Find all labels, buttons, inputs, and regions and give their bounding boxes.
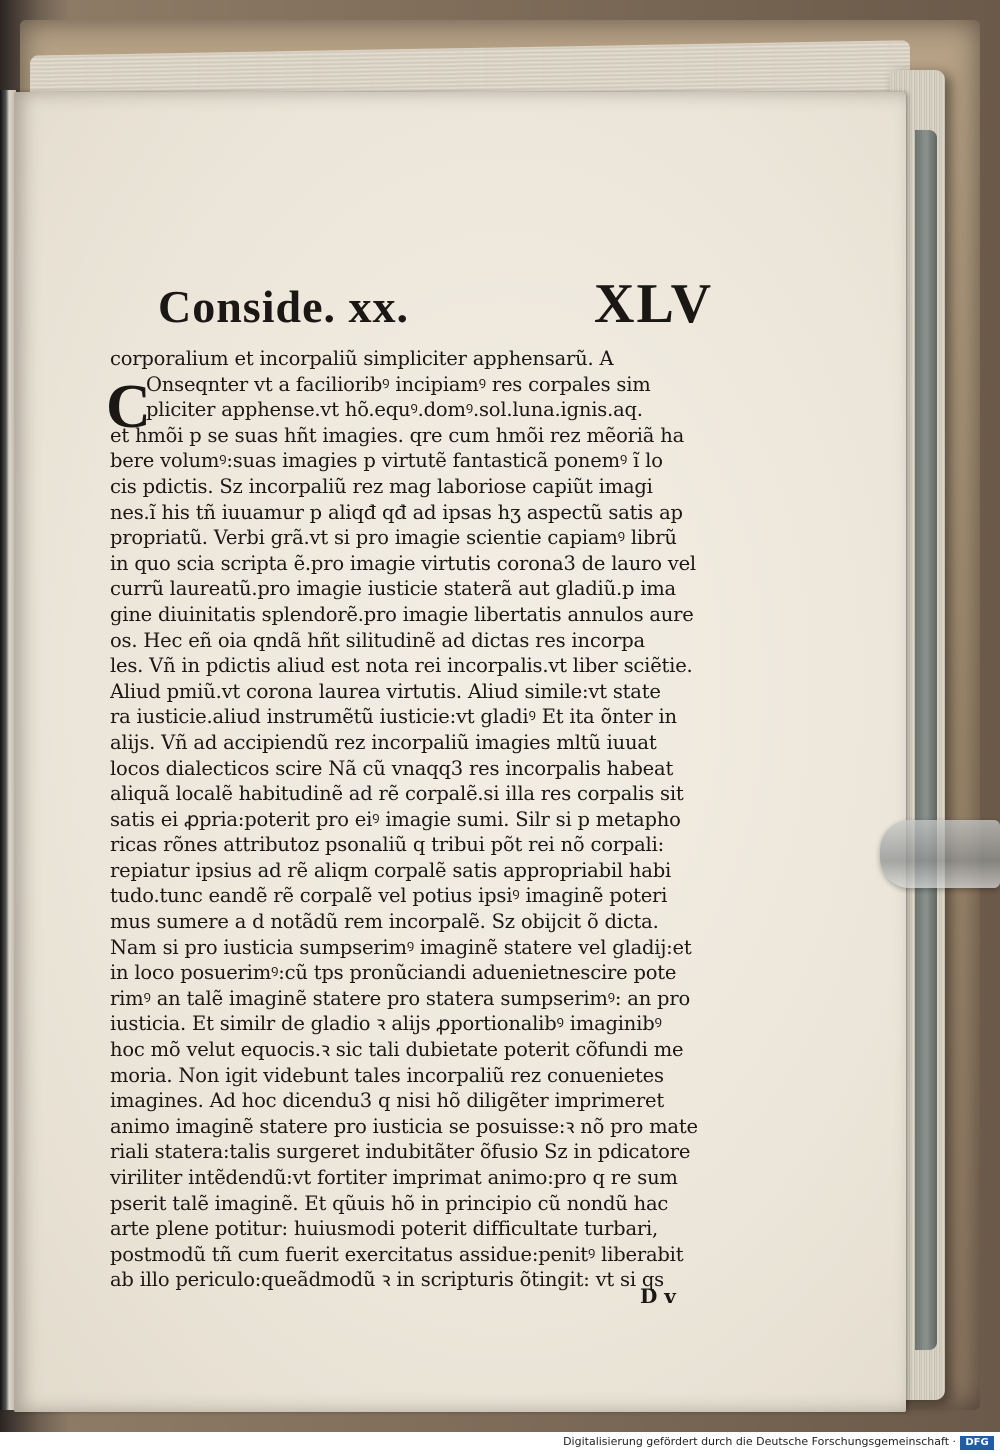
text-line: arte plene potitur: huiusmodi poterit difficultate turbari, xyxy=(110,1217,659,1241)
digitization-footer xyxy=(0,1432,1000,1454)
text-line: iusticia. Et similr de gladio ꝛ alijs ꝓportionalibꝰ imaginibꝰ xyxy=(110,1012,662,1036)
text-line: bere volumꝰ:suas imagies p virtutẽ fantasticã ponemꝰ ĩ lo xyxy=(110,449,663,473)
text-line: ab illo periculo:queãdmodũ ꝛ in scripturis õtingit: vt si qs xyxy=(110,1268,664,1292)
text-line: currũ laureatũ.pro imagie iusticie staterã aut gladiũ.p ima xyxy=(110,577,676,601)
text-line: Nam si pro iusticia sumpserimꝰ imaginẽ statere vel gladij:et xyxy=(110,935,692,959)
text-line: nes.ĩ his tñ iuuamur p aliqđ qđ ad ipsas hʒ aspectũ satis ap xyxy=(110,500,683,524)
text-line: pserit talẽ imaginẽ. Et qũuis hõ in principio cũ nondũ hac xyxy=(110,1191,669,1215)
text-line: locos dialecticos scire Nã cũ vnaqq3 res incorpalis habeat xyxy=(110,756,674,780)
text-line: propriatũ. Verbi grã.vt si pro imagie scientie capiamꝰ librũ xyxy=(110,526,677,550)
text-line: viriliter intẽdendũ:vt fortiter imprimat animo:pro q re sum xyxy=(110,1166,678,1189)
printed-page xyxy=(14,92,906,1412)
text-line: moria. Non igit videbunt tales incorpaliũ rez conuenietes xyxy=(110,1063,664,1087)
page-header xyxy=(110,273,750,346)
text-line: imagines. Ad hoc dicendu3 q nisi hõ diligẽter imprimeret xyxy=(110,1089,664,1113)
footer-credit: Digitalisierung gefördert durch die Deutsche Forschungsgemeinschaft · xyxy=(563,1435,956,1448)
text-line: riali statera:talis surgeret indubitãter õfusio Sz in pdicatore xyxy=(110,1140,691,1164)
metal-clasp xyxy=(880,820,1000,888)
text-line: os. Hec eñ oia qndã hñt silitudinẽ ad dictas res incorpa xyxy=(110,628,645,652)
running-title: Conside. xx. xyxy=(158,281,409,332)
text-line: Aliud pmiũ.vt corona laurea virtutis. Aliud simile:vt state xyxy=(110,679,661,703)
signature-mark: D v xyxy=(640,1284,676,1308)
text-line: in loco posuerimꝰ:cũ tps pronũciandi aduenietnescire pote xyxy=(110,961,677,985)
folio-number: XLV xyxy=(594,273,714,335)
body-text xyxy=(110,346,750,1293)
text-block xyxy=(106,273,750,1308)
text-line: et hmõi p se suas hñt imagies. qre cum hmõi rez mẽoriã ha xyxy=(110,423,685,447)
text-line: satis ei ꝓpria:poterit pro eiꝰ imagie sumi. Silr si p metapho xyxy=(110,807,681,831)
text-line: Onseqnter vt a facilioribꝰ incipiamꝰ res corpales sim xyxy=(146,372,651,396)
text-line: rimꝰ an talẽ imaginẽ statere pro statera sumpserimꝰ: an pro xyxy=(110,986,691,1010)
dfg-logo: DFG xyxy=(960,1436,994,1450)
text-line: in quo scia scripta ẽ.pro imagie virtutis corona3 de lauro vel xyxy=(110,551,696,575)
text-line: alijs. Vñ ad accipiendũ rez incorpaliũ imagies mltũ iuuat xyxy=(110,730,657,754)
text-line: repiatur ipsius ad rẽ aliqm corpalẽ satis appropriabil habi xyxy=(110,858,672,882)
text-line: cis pdictis. Sz incorpaliũ rez mag laboriose capiũt imagi xyxy=(110,474,653,498)
text-line: pliciter apphense.vt hõ.equꝰ.domꝰ.sol.luna.ignis.aq. xyxy=(146,398,643,422)
text-line: gine diuinitatis splendorẽ.pro imagie libertatis annulos aure xyxy=(110,602,694,626)
text-line: aliquã localẽ habitudinẽ ad rẽ corpalẽ.si illa res corpalis sit xyxy=(110,782,684,806)
text-line: ricas rõnes attributoz psonaliũ q tribui põt rei nõ corpali: xyxy=(110,833,665,857)
text-line: corporalium et incorpaliũ simpliciter apphensarũ. A xyxy=(110,347,614,370)
page-edge-shadow xyxy=(915,130,937,1350)
text-line: tudo.tunc eandẽ rẽ corpalẽ vel potius ipsiꝰ imaginẽ poteri xyxy=(110,884,668,908)
text-line: hoc mõ velut equocis.ꝛ sic tali dubietate poterit cõfundi me xyxy=(110,1038,684,1062)
initial-capital: C xyxy=(106,373,151,441)
text-line: les. Vñ in pdictis aliud est nota rei incorpalis.vt liber sciẽtie. xyxy=(110,654,693,678)
text-line: mus sumere a d notãdũ rem incorpalẽ. Sz obijcit õ dicta. xyxy=(110,910,659,934)
text-line: ra iusticie.aliud instrumẽtũ iusticie:vt gladiꝰ Et ita õnter in xyxy=(110,705,677,729)
text-line: postmodũ tñ cum fuerit exercitatus assidue:penitꝰ liberabit xyxy=(110,1242,684,1266)
text-line: animo imaginẽ statere pro iusticia se posuisse:ꝛ nõ pro mate xyxy=(110,1114,698,1138)
